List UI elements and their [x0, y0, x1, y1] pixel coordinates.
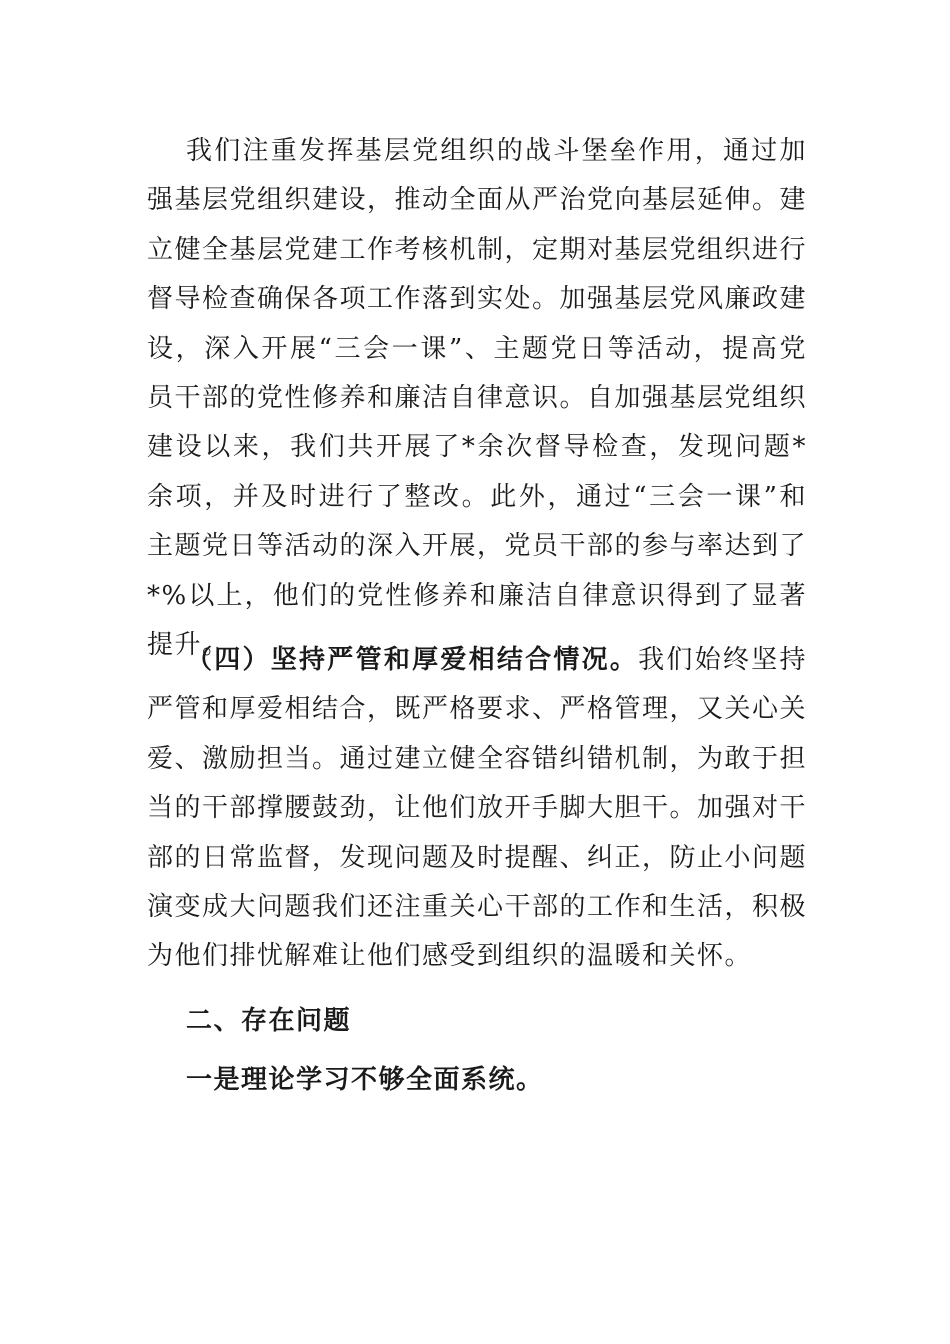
subheading: 一是理论学习不够全面系统。 — [186, 1065, 544, 1095]
paragraph-lead-heading: （四）坚持严管和厚爱相结合情况。 — [186, 645, 639, 675]
body-paragraph-grassroots: 我们注重发挥基层党组织的战斗堡垒作用，通过加强基层党组织建设，推动全面从严治党向基层延伸。建立健全基层党建工作考核机制，定期对基层党组织进行督导检查确保各项工作落到实处。加强基层党风廉政建设，深入开展“三会一课”、主题党日等活动，提高党员干部的党性修养和廉洁自律意识。自加强基层党组织建设以来，我们共开展了*余次督导检查，发现问题*余项，并及时进行了整改。此外，通过“三会一课”和主题党日等活动的深入开展，党员干部的参与率达到了*%以上，他们的党性修养和廉洁自律意识得到了显著提升。 — [147, 136, 808, 661]
paragraph-body-text: 我们始终坚持严管和厚爱相结合，既严格要求、严格管理，又关心关爱、激励担当。通过建立健全容错纠错机制，为敢于担当的干部撑腰鼓劲，让他们放开手脚大胆干。加强对干部的日常监督，发现问题及时提醒、纠正，防止小问题演变成大问题我们还注重关心干部的工作和生活，积极为他们排忧解难让他们感受到组织的温暖和关怀。 — [147, 645, 808, 972]
body-paragraph-strict-care — [147, 636, 807, 982]
section-heading: 二、存在问题 — [186, 1006, 352, 1036]
